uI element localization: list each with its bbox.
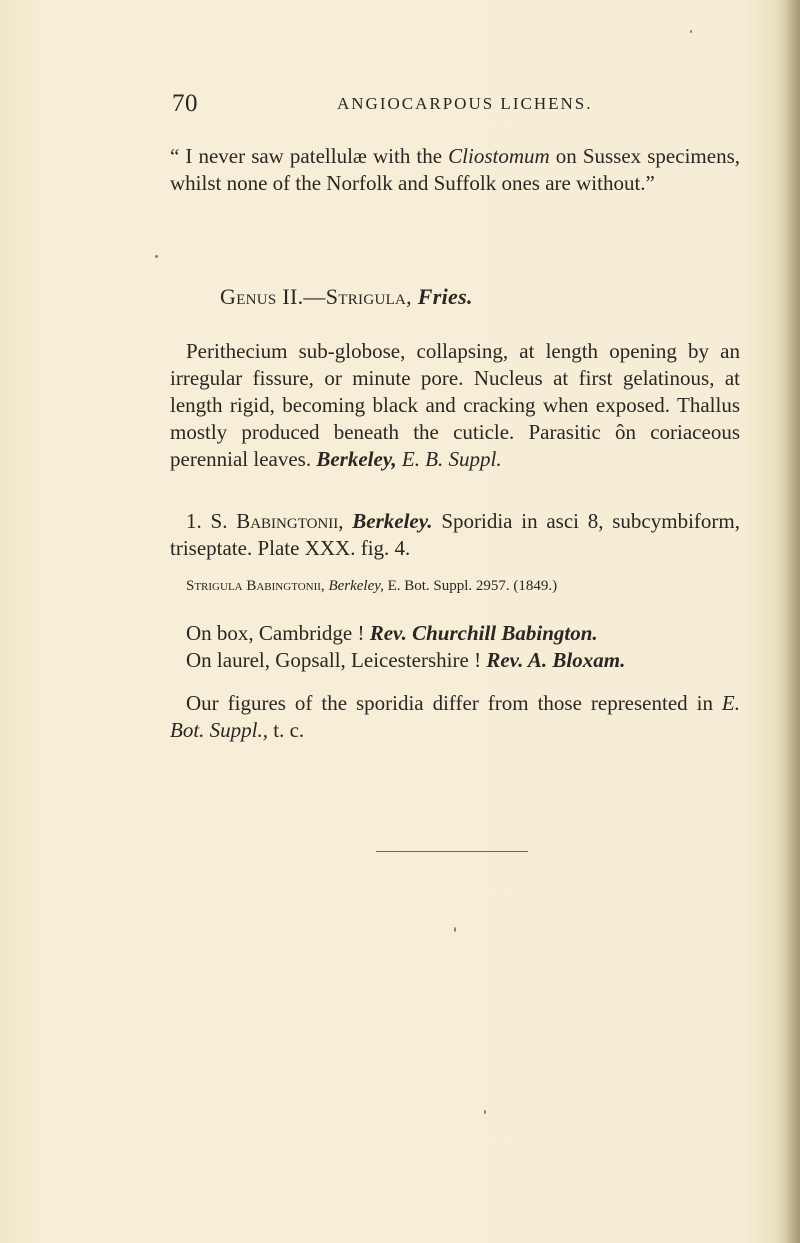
description-citation-author: Berkeley, — [316, 447, 397, 471]
synonym-reference: E. Bot. Suppl. 2957. (1849.) — [383, 578, 558, 594]
genus-heading — [220, 283, 720, 310]
species-author: Berkeley. — [352, 509, 433, 533]
genus-description — [170, 338, 740, 473]
localities-list — [186, 620, 746, 674]
note-paragraph — [170, 690, 740, 744]
page-edge-shadow — [786, 0, 800, 1243]
synonym-author: Berkeley, — [328, 578, 384, 594]
locality-collector: Rev. Churchill Babington. — [369, 621, 598, 645]
locality-item — [186, 647, 746, 674]
species-number: 1. S. — [186, 509, 237, 533]
paper-speck — [155, 255, 158, 258]
note-reference: E. Bot. Suppl., — [170, 691, 740, 742]
quote-text-end: on Sussex specimens, whilst none of the Norfolk and Suffolk ones are without.” — [170, 144, 740, 195]
species-name: Babingtonii, — [236, 509, 344, 533]
quote-paragraph — [170, 143, 740, 197]
page-number: 70 — [172, 90, 198, 117]
note-text: Our figures of the sporidia differ from those represented in — [186, 691, 722, 715]
page-header — [172, 90, 732, 120]
paper-speck — [690, 30, 692, 33]
paper-speck — [484, 1110, 486, 1114]
locality-collector: Rev. A. Bloxam. — [486, 648, 626, 672]
note-tail: t. c. — [268, 718, 305, 742]
species-description: Sporidia in asci 8, subcymbiform, triseptate. Plate XXX. fig. 4. — [170, 509, 740, 560]
locality-place: On laurel, Gopsall, Leicestershire ! — [186, 648, 487, 672]
paper-speck — [454, 927, 456, 932]
genus-prefix: Genus II.— — [220, 284, 326, 309]
synonym-line — [186, 576, 746, 596]
synonym-name: Strigula Babingtonii, — [186, 578, 325, 594]
running-head: ANGIOCARPOUS LICHENS. — [337, 94, 593, 113]
genus-authority: Fries. — [417, 284, 473, 309]
description-text: Perithecium sub-globose, collapsing, at length opening by an irregular fissure, or minute pore. Nucleus at first gelatinous, at length rigid, becoming black and cracking when exposed. Thallus mostly produced beneath the cuticle. Parasitic ôn coriaceous perennial leaves. — [170, 339, 740, 471]
locality-item — [186, 620, 746, 647]
section-end-rule — [376, 851, 528, 852]
locality-place: On box, Cambridge ! — [186, 621, 370, 645]
quote-genus-name: Cliostomum — [448, 144, 550, 168]
description-citation-work: E. B. Suppl. — [401, 447, 502, 471]
quote-text-start: “ I never saw patellulæ with the — [170, 144, 449, 168]
genus-name: Strigula, — [325, 284, 412, 309]
species-entry — [170, 508, 740, 562]
